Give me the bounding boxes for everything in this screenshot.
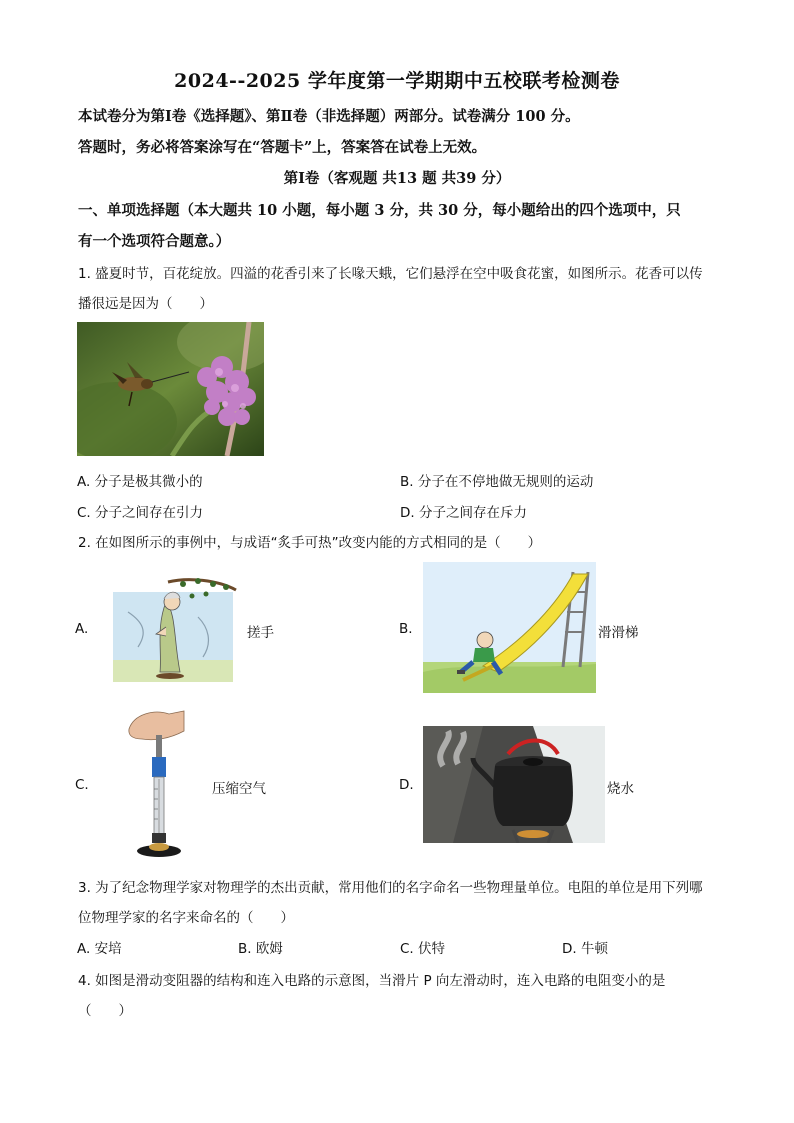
q3-stem-line1: 3. 为了纪念物理学家对物理学的杰出贡献，常用他们的名字命名一些物理量单位。电阻的单位是用下列哪	[78, 880, 703, 896]
q1-option-d: D. 分子之间存在斥力	[400, 505, 527, 521]
q2-letter-b: B.	[399, 621, 413, 637]
q1-option-c: C. 分子之间存在引力	[77, 505, 204, 521]
q4-stem-line1: 4. 如图是滑动变阻器的结构和连入电路的示意图，当滑片 P 向左滑动时，连入电路的电阻变小的是	[78, 973, 666, 989]
q1-stem-line1: 1. 盛夏时节，百花绽放。四溢的花香引来了长喙天蛾，它们悬浮在空中吸食花蜜，如图所示。花香可以传	[78, 266, 703, 282]
rubbing-hands-picture	[108, 572, 238, 687]
section-heading-line1: 一、单项选择题（本大题共 10 小题，每小题 3 分，共 30 分，每小题给出的四个选项中，只	[78, 202, 681, 219]
exam-intro-line2: 答题时，务必将答案涂写在“答题卡”上，答案答在试卷上无效。	[78, 139, 487, 156]
q3-option-d: D. 牛顿	[562, 941, 608, 957]
q4-stem-line2: （ ）	[78, 1003, 132, 1019]
section-heading-line2: 有一个选项符合题意。）	[78, 233, 231, 250]
slide-picture	[423, 562, 596, 693]
exam-title: 2024--2025 学年度第一学期期中五校联考检测卷	[174, 70, 620, 92]
boiling-kettle-picture	[423, 726, 605, 843]
q2-caption-d: 烧水	[607, 781, 634, 797]
q3-option-c: C. 伏特	[400, 941, 446, 957]
q1-stem-line2: 播很远是因为（ ）	[78, 296, 213, 312]
moth-flower-photo	[77, 322, 264, 456]
q2-letter-d: D.	[399, 777, 414, 793]
q2-caption-b: 滑滑梯	[598, 625, 639, 641]
q1-option-a: A. 分子是极其微小的	[77, 474, 203, 490]
air-pump-picture	[124, 709, 194, 861]
q1-option-b: B. 分子在不停地做无规则的运动	[400, 474, 594, 490]
q3-option-b: B. 欧姆	[238, 941, 283, 957]
q2-stem: 2. 在如图所示的事例中，与成语“炙手可热”改变内能的方式相同的是（ ）	[78, 535, 542, 551]
q2-letter-c: C.	[75, 777, 89, 793]
q3-option-a: A. 安培	[77, 941, 122, 957]
q2-caption-c: 压缩空气	[212, 781, 266, 797]
exam-intro-line1: 本试卷分为第Ⅰ卷《选择题》、第Ⅱ卷（非选择题）两部分。试卷满分 100 分。	[78, 108, 580, 125]
q3-stem-line2: 位物理学家的名字来命名的（ ）	[78, 910, 294, 926]
q2-caption-a: 搓手	[247, 625, 274, 641]
q2-letter-a: A.	[75, 621, 89, 637]
part-title: 第Ⅰ卷（客观题 共13 题 共39 分）	[283, 170, 511, 187]
